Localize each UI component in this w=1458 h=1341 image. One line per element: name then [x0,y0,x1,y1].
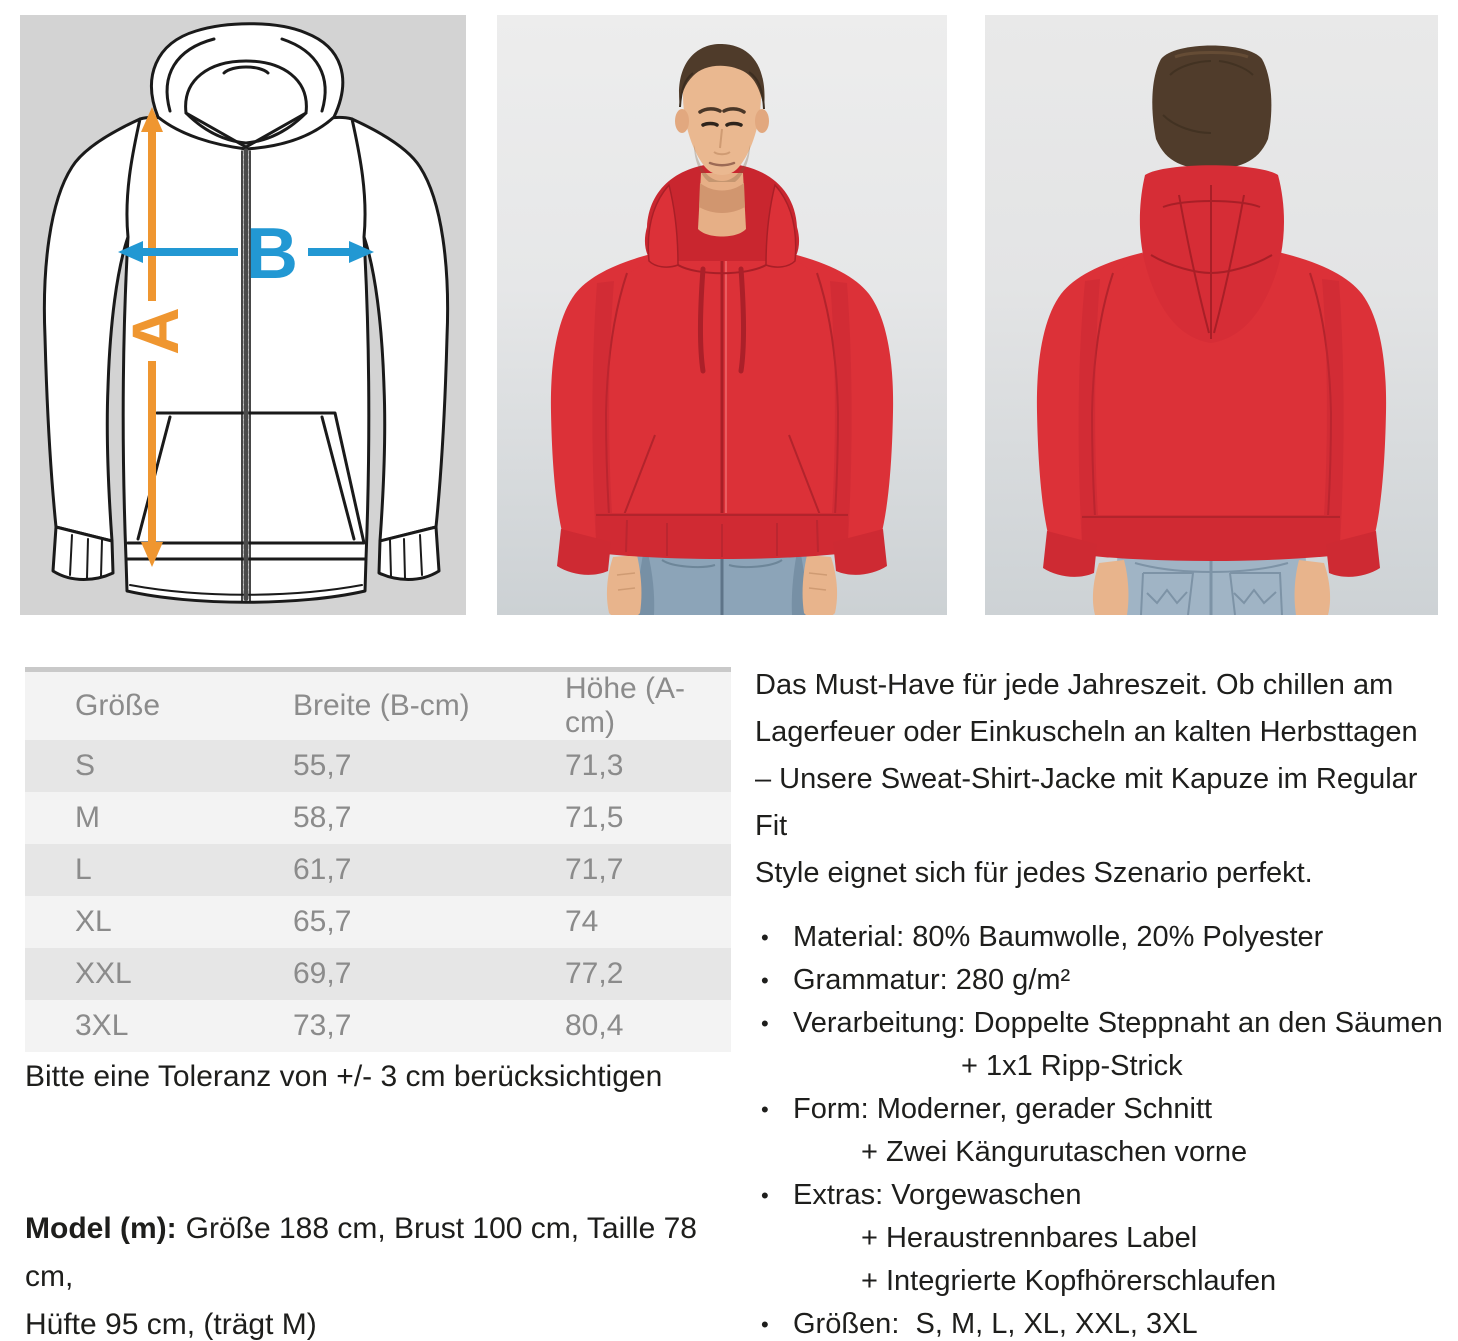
model-head-front [675,44,769,182]
description-line: Style eignet sich für jedes Szenario perfekt. [755,857,1313,889]
size-row [25,844,731,896]
feature-item [755,959,1455,1002]
description-line: Das Must-Have für jede Jahreszeit. Ob chillen am [755,669,1394,701]
hem-band-back [1082,515,1340,561]
feature-text: Material: 80% Baumwolle, 20% Polyester [793,921,1324,953]
size-row [25,792,731,844]
back-photo-panel [985,15,1438,615]
hair-back [1152,46,1271,170]
feature-subline: + Heraustrennbares Label [861,1222,1198,1254]
feature-text: Größen: S, M, L, XL, XXL, 3XL [793,1308,1198,1340]
size-cell: XXL [75,957,132,990]
bullet-dot-icon: • [761,1097,769,1122]
feature-item [755,1303,1455,1341]
size-cell: 71,3 [565,749,624,782]
size-table [25,667,731,1052]
size-cell: 61,7 [293,853,352,886]
size-cell: 74 [565,905,599,938]
size-cell: 58,7 [293,801,352,834]
feature-item [755,1088,1455,1174]
size-cell: 73,7 [293,1009,352,1042]
size-row [25,740,731,792]
size-table-body [25,740,731,1052]
description-line: Lagerfeuer oder Einkuscheln an kalten Herbsttagen [755,716,1418,748]
back-photo-figure [985,15,1438,615]
size-cell: 77,2 [565,957,624,990]
feature-subline: + Zwei Kängurutaschen vorne [861,1136,1248,1168]
size-row [25,896,731,948]
col-header-width: Breite (B-cm) [293,689,470,722]
size-row [25,948,731,1000]
size-cell: M [75,801,100,834]
hood [152,24,343,149]
feature-text: Form: Moderner, gerader Schnitt [793,1093,1213,1125]
measure-label-b: B [246,214,298,294]
size-cell: 69,7 [293,957,352,990]
size-cell: 3XL [75,1009,129,1042]
size-cell: L [75,853,92,886]
size-cell: 80,4 [565,1009,624,1042]
size-row [25,1000,731,1052]
bullet-dot-icon: • [761,925,769,950]
feature-item [755,1002,1455,1088]
size-cell: 65,7 [293,905,352,938]
size-cell: S [75,749,96,782]
front-photo-panel [497,15,947,615]
description-line: – Unsere Sweat-Shirt-Jacke mit Kapuze im Regular Fit [755,763,1418,842]
model-info-label: Model (m): [25,1212,177,1245]
size-cell: 55,7 [293,749,352,782]
description-column [755,662,1455,1341]
size-table-header-row [25,670,731,741]
size-diagram-panel [20,15,466,615]
measure-label-a: A [118,307,192,355]
bullet-dot-icon: • [761,968,769,993]
size-cell: XL [75,905,112,938]
feature-subline: + Integrierte Kopfhörerschlaufen [861,1265,1277,1297]
front-photo-figure [497,15,947,615]
feature-text: Extras: Vorgewaschen [793,1179,1082,1211]
right-hand [803,555,838,615]
left-hand [607,555,642,615]
col-header-size: Größe [75,689,161,722]
bullet-dot-icon: • [761,1183,769,1208]
feature-text: Grammatur: 280 g/m² [793,964,1071,996]
feature-text: Verarbeitung: Doppelte Steppnaht an den Säumen [793,1007,1443,1039]
model-info-line2: Hüfte 95 cm, (trägt M) [25,1308,317,1341]
right-hand-back [1295,560,1331,615]
bullet-dot-icon: • [761,1011,769,1036]
left-hand-back [1093,560,1129,615]
bullet-dot-icon: • [761,1312,769,1337]
tolerance-note: Bitte eine Toleranz von +/- 3 cm berücksichtigen [25,1060,663,1093]
feature-list [755,916,1455,1341]
feature-item [755,916,1455,959]
feature-subline: + 1x1 Ripp-Strick [961,1050,1183,1082]
description-paragraph [755,662,1455,897]
col-header-height: Höhe (A-cm) [565,672,686,739]
model-info [25,1205,735,1341]
size-cell: 71,5 [565,801,624,834]
size-cell: 71,7 [565,853,624,886]
model-info-line1: Größe 188 cm, Brust 100 cm, Taille 78 cm, [25,1212,697,1293]
feature-item [755,1174,1455,1303]
hoodie-line-drawing [20,15,466,615]
